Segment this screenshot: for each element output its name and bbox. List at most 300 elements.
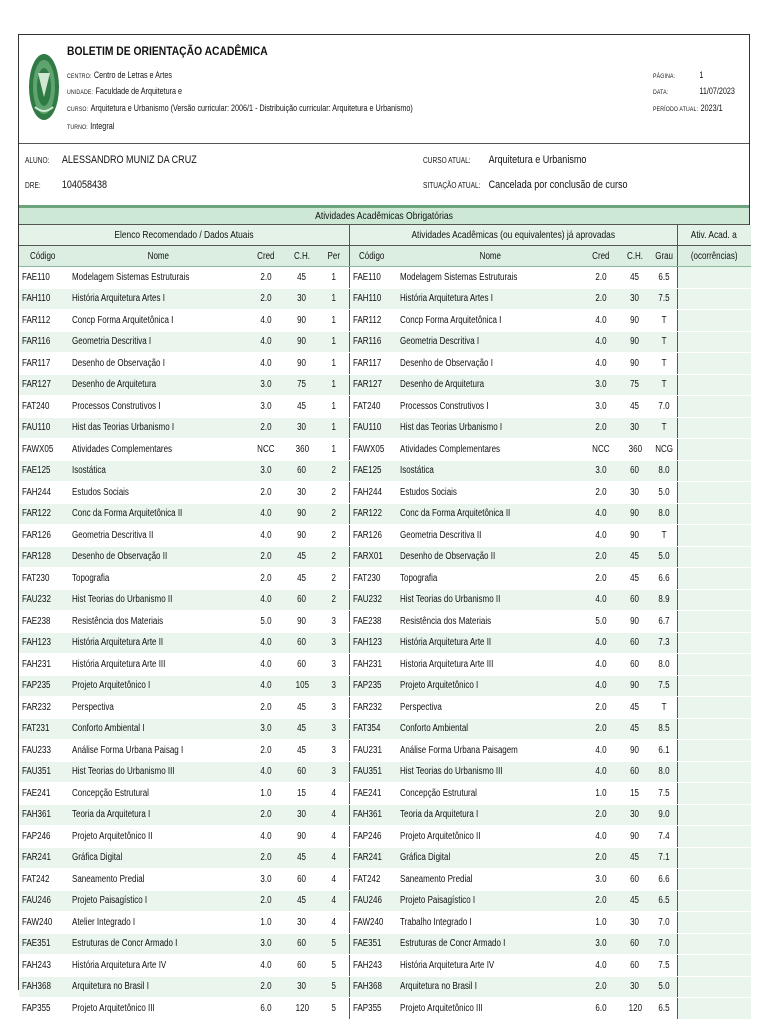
cell-ch-right: 30 [619, 976, 651, 998]
cell-codigo-right: FAE351 [349, 933, 397, 955]
cell-codigo-right: FAR127 [349, 374, 397, 396]
table-row [19, 482, 751, 504]
col-grau: Grau [651, 246, 677, 267]
table-row [19, 525, 751, 547]
cell-per: 4 [319, 847, 349, 869]
cell-codigo-right: FAP246 [349, 826, 397, 848]
cell-cred-right: 4.0 [583, 955, 619, 977]
cell-cred-right: 2.0 [583, 847, 619, 869]
cell-nome-left: Hist Teorias do Urbanismo II [69, 589, 247, 611]
cell-nome-left: Análise Forma Urbana Paisag I [69, 740, 247, 762]
cell-extra [677, 546, 751, 568]
col-cred-right: Cred [583, 246, 619, 267]
table-row [19, 310, 751, 332]
cell-codigo-right: FARX01 [349, 546, 397, 568]
cell-cred-right: 4.0 [583, 353, 619, 375]
cell-codigo-left: FAE351 [19, 933, 69, 955]
cell-codigo-right: FAH361 [349, 804, 397, 826]
cell-codigo-left: FAT242 [19, 869, 69, 891]
cell-ch-left: 90 [285, 503, 319, 525]
cell-ch-left: 120 [285, 998, 319, 1020]
cell-codigo-left: FAP235 [19, 675, 69, 697]
cell-ch-left: 105 [285, 675, 319, 697]
cell-ch-right: 30 [619, 482, 651, 504]
cell-ch-left: 30 [285, 417, 319, 439]
left-section-header: Elenco Recomendado / Dados Atuais [19, 225, 349, 246]
cell-codigo-right: FAH244 [349, 482, 397, 504]
cell-codigo-right: FAU110 [349, 417, 397, 439]
cell-extra [677, 460, 751, 482]
cell-per: 3 [319, 740, 349, 762]
cell-cred-right: 4.0 [583, 654, 619, 676]
turno-value: Integral [90, 121, 115, 131]
cell-ch-right: 45 [619, 847, 651, 869]
cell-ch-right: 60 [619, 933, 651, 955]
cell-grau: 6.6 [651, 869, 677, 891]
cell-codigo-right: FAW240 [349, 912, 397, 934]
header-divider [19, 143, 749, 144]
cell-extra [677, 826, 751, 848]
cell-extra [677, 783, 751, 805]
cell-per: 2 [319, 503, 349, 525]
cell-codigo-left: FAE125 [19, 460, 69, 482]
cell-per: 1 [319, 310, 349, 332]
cell-per: 2 [319, 589, 349, 611]
cell-cred-left: NCC [247, 439, 285, 461]
curso-atual-value: Arquitetura e Urbanismo [488, 154, 587, 166]
table-row [19, 847, 751, 869]
report-title: BOLETIM DE ORIENTAÇÃO ACADÊMICA [67, 44, 268, 58]
cell-ch-left: 90 [285, 525, 319, 547]
cell-nome-right: Projeto Arquitetônico II [397, 826, 583, 848]
section-band [19, 208, 749, 225]
cell-ch-left: 45 [285, 740, 319, 762]
cell-nome-right: Concepção Estrutural [397, 783, 583, 805]
cell-nome-right: Conc da Forma Arquitetônica II [397, 503, 583, 525]
cell-cred-right: 3.0 [583, 374, 619, 396]
situacao-line: SITUAÇÃO ATUAL: Cancelada por conclusão de curso [423, 179, 628, 191]
table-row [19, 761, 751, 783]
cell-nome-right: Projeto Arquitetônico III [397, 998, 583, 1020]
cell-codigo-left: FAU110 [19, 417, 69, 439]
cell-nome-right: Hist das Teorias Urbanismo I [397, 417, 583, 439]
cell-cred-right: 3.0 [583, 933, 619, 955]
cell-nome-right: Trabalho Integrado I [397, 912, 583, 934]
cell-cred-left: 4.0 [247, 353, 285, 375]
cell-nome-left: Conc da Forma Arquitetônica II [69, 503, 247, 525]
cell-extra [677, 912, 751, 934]
cell-cred-right: 2.0 [583, 890, 619, 912]
cell-cred-right: 2.0 [583, 804, 619, 826]
cell-per: 3 [319, 675, 349, 697]
cell-cred-right: 2.0 [583, 417, 619, 439]
cell-extra [677, 675, 751, 697]
cell-codigo-left: FAE241 [19, 783, 69, 805]
cell-cred-left: 4.0 [247, 331, 285, 353]
cell-codigo-left: FAR128 [19, 546, 69, 568]
cell-cred-left: 4.0 [247, 310, 285, 332]
cell-codigo-right: FAT354 [349, 718, 397, 740]
cell-nome-left: Topografia [69, 568, 247, 590]
cell-extra [677, 439, 751, 461]
cell-extra [677, 417, 751, 439]
cell-ch-left: 60 [285, 654, 319, 676]
cell-extra [677, 869, 751, 891]
cell-nome-left: História Arquitetura Artes I [69, 288, 247, 310]
cell-codigo-left: FAR126 [19, 525, 69, 547]
report-header [19, 35, 749, 135]
cell-extra [677, 804, 751, 826]
cell-cred-right: 4.0 [583, 826, 619, 848]
cell-grau: NCG [651, 439, 677, 461]
cell-cred-left: 2.0 [247, 417, 285, 439]
table-row [19, 654, 751, 676]
cell-nome-right: Isostática [397, 460, 583, 482]
cell-per: 5 [319, 998, 349, 1020]
col-per: Per [319, 246, 349, 267]
extra-section-header-2: (ocorrências) [677, 246, 751, 267]
table-row [19, 697, 751, 719]
curso-line: CURSO: Arquitetura e Urbanismo (Versão curricular: 2006/1 - Distribuição curricular: Arquitetura e Urbanismo) [67, 103, 413, 113]
cell-ch-right: 90 [619, 525, 651, 547]
cell-per: 4 [319, 890, 349, 912]
cell-grau: 9.0 [651, 804, 677, 826]
cell-extra [677, 374, 751, 396]
cell-per: 5 [319, 955, 349, 977]
cell-per: 3 [319, 632, 349, 654]
cell-extra [677, 632, 751, 654]
cell-per: 3 [319, 697, 349, 719]
cell-nome-left: Atividades Complementares [69, 439, 247, 461]
cell-codigo-right: FAP355 [349, 998, 397, 1020]
cell-per: 4 [319, 912, 349, 934]
cell-codigo-left: FAH231 [19, 654, 69, 676]
cell-ch-right: 60 [619, 761, 651, 783]
cell-cred-left: 2.0 [247, 804, 285, 826]
dre-value: 104058438 [61, 179, 108, 191]
cell-codigo-left: FAW240 [19, 912, 69, 934]
cell-cred-left: 1.0 [247, 912, 285, 934]
cell-nome-left: Teoria da Arquitetura I [69, 804, 247, 826]
cell-cred-right: 4.0 [583, 331, 619, 353]
cell-cred-right: 4.0 [583, 675, 619, 697]
cell-ch-right: 90 [619, 675, 651, 697]
cell-codigo-right: FAH123 [349, 632, 397, 654]
cell-grau: T [651, 525, 677, 547]
cell-ch-right: 90 [619, 353, 651, 375]
cell-codigo-left: FAR122 [19, 503, 69, 525]
cell-ch-right: 30 [619, 417, 651, 439]
cell-codigo-right: FAU231 [349, 740, 397, 762]
cell-nome-right: Desenho de Observação I [397, 353, 583, 375]
cell-cred-right: 4.0 [583, 503, 619, 525]
cell-nome-left: Estruturas de Concr Armado I [69, 933, 247, 955]
cell-ch-left: 90 [285, 611, 319, 633]
cell-cred-left: 4.0 [247, 525, 285, 547]
cell-cred-right: 2.0 [583, 267, 619, 289]
centro-value: Centro de Letras e Artes [93, 70, 172, 80]
table-row [19, 804, 751, 826]
cell-grau: T [651, 331, 677, 353]
cell-ch-left: 60 [285, 632, 319, 654]
cell-nome-left: Concepção Estrutural [69, 783, 247, 805]
table-row [19, 568, 751, 590]
cell-codigo-right: FAR122 [349, 503, 397, 525]
table-row [19, 396, 751, 418]
table-row [19, 955, 751, 977]
cell-extra [677, 267, 751, 289]
cell-per: 2 [319, 568, 349, 590]
cell-ch-left: 90 [285, 310, 319, 332]
cell-nome-left: Projeto Paisagístico I [69, 890, 247, 912]
cell-cred-right: 1.0 [583, 783, 619, 805]
cell-grau: 7.1 [651, 847, 677, 869]
cell-ch-left: 15 [285, 783, 319, 805]
cell-nome-right: Projeto Paisagístico I [397, 890, 583, 912]
cell-ch-right: 120 [619, 998, 651, 1020]
cell-cred-left: 6.0 [247, 998, 285, 1020]
turno-line: TURNO: Integral [67, 121, 115, 131]
cell-cred-left: 2.0 [247, 288, 285, 310]
cell-codigo-right: FAH243 [349, 955, 397, 977]
cell-ch-right: 30 [619, 804, 651, 826]
cell-ch-left: 90 [285, 331, 319, 353]
cell-grau: 7.3 [651, 632, 677, 654]
ufrj-seal-icon [27, 51, 61, 123]
cell-per: 3 [319, 761, 349, 783]
cell-cred-left: 2.0 [247, 890, 285, 912]
cell-nome-left: História Arquitetura Arte II [69, 632, 247, 654]
cell-nome-left: Geometria Descritiva I [69, 331, 247, 353]
cell-ch-right: 45 [619, 546, 651, 568]
cell-cred-right: 2.0 [583, 482, 619, 504]
cell-ch-right: 45 [619, 568, 651, 590]
cell-extra [677, 503, 751, 525]
cell-cred-right: 4.0 [583, 761, 619, 783]
cell-cred-left: 3.0 [247, 718, 285, 740]
cell-ch-right: 60 [619, 654, 651, 676]
col-cred-left: Cred [247, 246, 285, 267]
cell-nome-left: Isostática [69, 460, 247, 482]
cell-grau: 7.0 [651, 396, 677, 418]
cell-ch-left: 60 [285, 589, 319, 611]
cell-codigo-left: FAR116 [19, 331, 69, 353]
cell-extra [677, 288, 751, 310]
cell-per: 1 [319, 288, 349, 310]
table-row [19, 503, 751, 525]
cell-codigo-right: FAR116 [349, 331, 397, 353]
aluno-line: ALUNO: ALESSANDRO MUNIZ DA CRUZ [25, 154, 197, 166]
cell-ch-right: 30 [619, 288, 651, 310]
cell-ch-left: 45 [285, 890, 319, 912]
col-nome-left: Nome [69, 246, 247, 267]
cell-extra [677, 718, 751, 740]
cell-cred-right: 4.0 [583, 525, 619, 547]
cell-per: 1 [319, 267, 349, 289]
cell-nome-left: Geometria Descritiva II [69, 525, 247, 547]
cell-codigo-left: FAR127 [19, 374, 69, 396]
col-codigo-right: Código [349, 246, 397, 267]
cell-grau: 7.5 [651, 288, 677, 310]
cell-grau: 5.0 [651, 482, 677, 504]
cell-grau: 5.0 [651, 976, 677, 998]
cell-grau: T [651, 353, 677, 375]
cell-ch-right: 90 [619, 740, 651, 762]
cell-ch-right: 360 [619, 439, 651, 461]
cell-cred-left: 3.0 [247, 374, 285, 396]
cell-ch-left: 45 [285, 396, 319, 418]
cell-codigo-left: FAT240 [19, 396, 69, 418]
dre-line: DRE: 104058438 [25, 179, 108, 191]
cell-nome-right: Saneamento Predial [397, 869, 583, 891]
cell-codigo-left: FAT230 [19, 568, 69, 590]
cell-nome-left: Projeto Arquitetônico II [69, 826, 247, 848]
cell-nome-left: Processos Construtivos I [69, 396, 247, 418]
cell-extra [677, 482, 751, 504]
pagina-value: 1 [699, 70, 704, 80]
cell-ch-right: 45 [619, 890, 651, 912]
cell-per: 1 [319, 353, 349, 375]
cell-codigo-right: FAH231 [349, 654, 397, 676]
cell-nome-right: História Arquitetura Arte II [397, 632, 583, 654]
cell-cred-right: 4.0 [583, 310, 619, 332]
cell-ch-right: 60 [619, 632, 651, 654]
cell-per: 1 [319, 374, 349, 396]
cell-grau: 7.0 [651, 933, 677, 955]
cell-ch-left: 60 [285, 761, 319, 783]
cell-ch-left: 30 [285, 482, 319, 504]
cell-cred-left: 2.0 [247, 546, 285, 568]
unidade-line: UNIDADE: Faculdade de Arquitetura e [67, 86, 182, 96]
cell-codigo-right: FAR117 [349, 353, 397, 375]
cell-cred-right: 2.0 [583, 976, 619, 998]
cell-extra [677, 955, 751, 977]
cell-grau: T [651, 417, 677, 439]
cell-codigo-right: FAT240 [349, 396, 397, 418]
cell-cred-left: 4.0 [247, 503, 285, 525]
cell-codigo-left: FAH244 [19, 482, 69, 504]
cell-cred-left: 2.0 [247, 482, 285, 504]
curso-atual-line: CURSO ATUAL: Arquitetura e Urbanismo [423, 154, 587, 166]
cell-cred-left: 3.0 [247, 460, 285, 482]
cell-cred-left: 3.0 [247, 396, 285, 418]
cell-cred-left: 4.0 [247, 632, 285, 654]
cell-codigo-right: FAT242 [349, 869, 397, 891]
cell-nome-right: Desenho de Arquitetura [397, 374, 583, 396]
cell-grau: 8.9 [651, 589, 677, 611]
cell-cred-left: 4.0 [247, 675, 285, 697]
cell-extra [677, 396, 751, 418]
cell-codigo-right: FAE238 [349, 611, 397, 633]
cell-ch-left: 360 [285, 439, 319, 461]
cell-ch-right: 90 [619, 503, 651, 525]
cell-nome-left: Hist das Teorias Urbanismo I [69, 417, 247, 439]
cell-grau: 7.5 [651, 783, 677, 805]
cell-extra [677, 525, 751, 547]
cell-codigo-left: FAU232 [19, 589, 69, 611]
data-line: DATA: 11/07/2023 [653, 86, 735, 96]
cell-nome-left: Arquitetura no Brasil I [69, 976, 247, 998]
cell-grau: 7.5 [651, 955, 677, 977]
cell-grau: 8.0 [651, 503, 677, 525]
cell-per: 1 [319, 396, 349, 418]
cell-cred-left: 2.0 [247, 568, 285, 590]
cell-ch-right: 45 [619, 267, 651, 289]
cell-codigo-left: FAR112 [19, 310, 69, 332]
cell-ch-left: 30 [285, 804, 319, 826]
cell-codigo-left: FAH368 [19, 976, 69, 998]
table-row [19, 740, 751, 762]
cell-extra [677, 654, 751, 676]
cell-ch-right: 90 [619, 611, 651, 633]
cell-cred-right: 1.0 [583, 912, 619, 934]
cell-codigo-right: FAE241 [349, 783, 397, 805]
table-row [19, 826, 751, 848]
cell-nome-right: Estruturas de Concr Armado I [397, 933, 583, 955]
cell-cred-left: 2.0 [247, 976, 285, 998]
cell-codigo-right: FAU246 [349, 890, 397, 912]
cell-cred-right: 3.0 [583, 460, 619, 482]
cell-grau: 8.0 [651, 654, 677, 676]
cell-nome-right: História Arquitetura Artes I [397, 288, 583, 310]
cell-codigo-right: FAP235 [349, 675, 397, 697]
cell-grau: 8.0 [651, 761, 677, 783]
cell-ch-left: 60 [285, 869, 319, 891]
cell-cred-left: 4.0 [247, 761, 285, 783]
data-value: 11/07/2023 [699, 86, 735, 96]
cell-extra [677, 847, 751, 869]
cell-extra [677, 611, 751, 633]
cell-per: 1 [319, 417, 349, 439]
cell-per: 2 [319, 546, 349, 568]
cell-per: 4 [319, 804, 349, 826]
cell-nome-right: Processos Construtivos I [397, 396, 583, 418]
cell-nome-right: Arquitetura no Brasil I [397, 976, 583, 998]
cell-ch-right: 90 [619, 331, 651, 353]
table-row [19, 374, 751, 396]
table-row [19, 288, 751, 310]
table-row [19, 439, 751, 461]
cell-ch-right: 90 [619, 826, 651, 848]
cell-extra [677, 998, 751, 1020]
cell-extra [677, 933, 751, 955]
cell-ch-right: 15 [619, 783, 651, 805]
cell-nome-left: Conforto Ambiental I [69, 718, 247, 740]
cell-nome-right: Modelagem Sistemas Estruturais [397, 267, 583, 289]
cell-nome-left: Projeto Arquitetônico III [69, 998, 247, 1020]
cell-nome-right: Geometria Descritiva II [397, 525, 583, 547]
cell-nome-right: Resistência dos Materiais [397, 611, 583, 633]
cell-cred-right: 2.0 [583, 288, 619, 310]
cell-ch-right: 45 [619, 697, 651, 719]
cell-codigo-right: FAR232 [349, 697, 397, 719]
cell-codigo-left: FAH243 [19, 955, 69, 977]
cell-ch-left: 90 [285, 353, 319, 375]
cell-nome-right: Teoria da Arquitetura I [397, 804, 583, 826]
cell-grau: T [651, 310, 677, 332]
unidade-value: Faculdade de Arquitetura e [95, 86, 182, 96]
pagina-line: PÁGINA: 1 [653, 70, 704, 80]
table-row [19, 976, 751, 998]
cell-codigo-left: FAE238 [19, 611, 69, 633]
cell-cred-right: NCC [583, 439, 619, 461]
table-row [19, 546, 751, 568]
courses-table [19, 225, 751, 1020]
cell-nome-right: Análise Forma Urbana Paisagem [397, 740, 583, 762]
cell-per: 2 [319, 525, 349, 547]
cell-nome-left: Perspectiva [69, 697, 247, 719]
cell-cred-left: 1.0 [247, 783, 285, 805]
